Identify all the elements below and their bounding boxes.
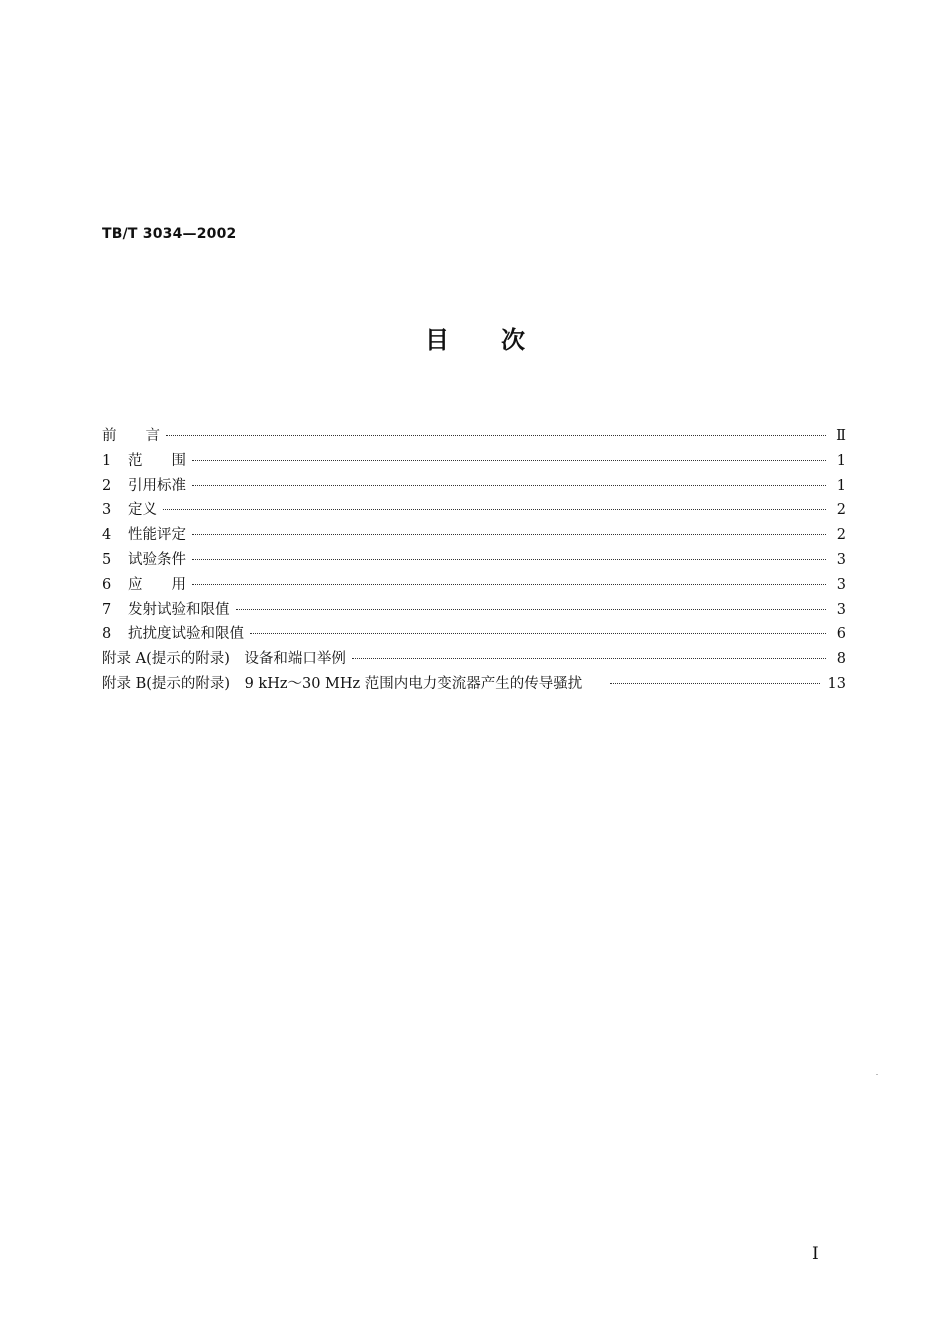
toc-page: 1 [836, 452, 846, 469]
toc-entry-4[interactable] [102, 523, 846, 548]
toc-entry-6[interactable] [102, 573, 846, 598]
toc-page: 3 [836, 551, 846, 568]
toc-page: 13 [827, 675, 846, 692]
toc-entry-5[interactable] [102, 548, 846, 573]
toc-label: 性能评定 [128, 527, 186, 544]
toc-label: 抗扰度试验和限值 [128, 626, 244, 643]
toc-leader [163, 509, 826, 510]
table-of-contents [102, 424, 846, 697]
toc-number: 3 [102, 502, 112, 519]
page-number: I [812, 1244, 819, 1264]
toc-number: 6 [102, 576, 112, 593]
toc-label: 发射试验和限值 [128, 601, 230, 618]
toc-label: 应 用 [128, 576, 186, 593]
toc-label: 前 言 [102, 428, 160, 444]
title-char-2: 次 [501, 326, 525, 354]
toc-number: 4 [102, 527, 112, 544]
toc-entry-2[interactable] [102, 474, 846, 499]
toc-label: 试验条件 [128, 551, 186, 568]
toc-page: 2 [836, 502, 846, 519]
toc-leader [250, 633, 826, 634]
toc-leader [192, 460, 826, 461]
toc-leader [236, 609, 827, 610]
toc-label: 定义 [128, 502, 157, 519]
toc-label: 引用标准 [128, 477, 186, 494]
toc-entry-1[interactable] [102, 449, 846, 474]
toc-page: 2 [836, 527, 846, 544]
toc-entry-appendix-b[interactable] [102, 672, 846, 697]
toc-number: 7 [102, 601, 112, 618]
toc-leader [192, 485, 826, 486]
toc-entry-appendix-a[interactable] [102, 647, 846, 672]
toc-entry-3[interactable] [102, 498, 846, 523]
toc-page: 1 [836, 477, 846, 494]
toc-leader [166, 435, 826, 436]
toc-page: Ⅱ [836, 428, 846, 444]
toc-leader [352, 658, 826, 659]
toc-label: 范 围 [128, 452, 186, 469]
toc-label: 附录 B(提示的附录) 9 kHz～30 MHz 范围内电力变流器产生的传导骚扰 [102, 675, 583, 692]
toc-leader [610, 683, 819, 684]
toc-number: 2 [102, 477, 112, 494]
toc-leader [192, 584, 826, 585]
standard-code: TB/T 3034—2002 [102, 226, 237, 242]
toc-entry-7[interactable] [102, 598, 846, 623]
toc-entry-8[interactable] [102, 622, 846, 647]
toc-page: 3 [836, 601, 846, 618]
toc-leader [192, 559, 826, 560]
toc-entry-foreword[interactable] [102, 424, 846, 449]
toc-page: 8 [836, 651, 846, 668]
toc-page: 3 [836, 576, 846, 593]
toc-number: 8 [102, 626, 112, 643]
toc-number: 5 [102, 551, 112, 568]
toc-label: 附录 A(提示的附录) 设备和端口举例 [102, 651, 346, 668]
page-title [0, 320, 950, 355]
title-char-1: 目 [425, 326, 449, 354]
toc-number: 1 [102, 452, 112, 469]
toc-leader [192, 534, 826, 535]
toc-page: 6 [836, 626, 846, 643]
scan-speck [876, 1074, 878, 1075]
